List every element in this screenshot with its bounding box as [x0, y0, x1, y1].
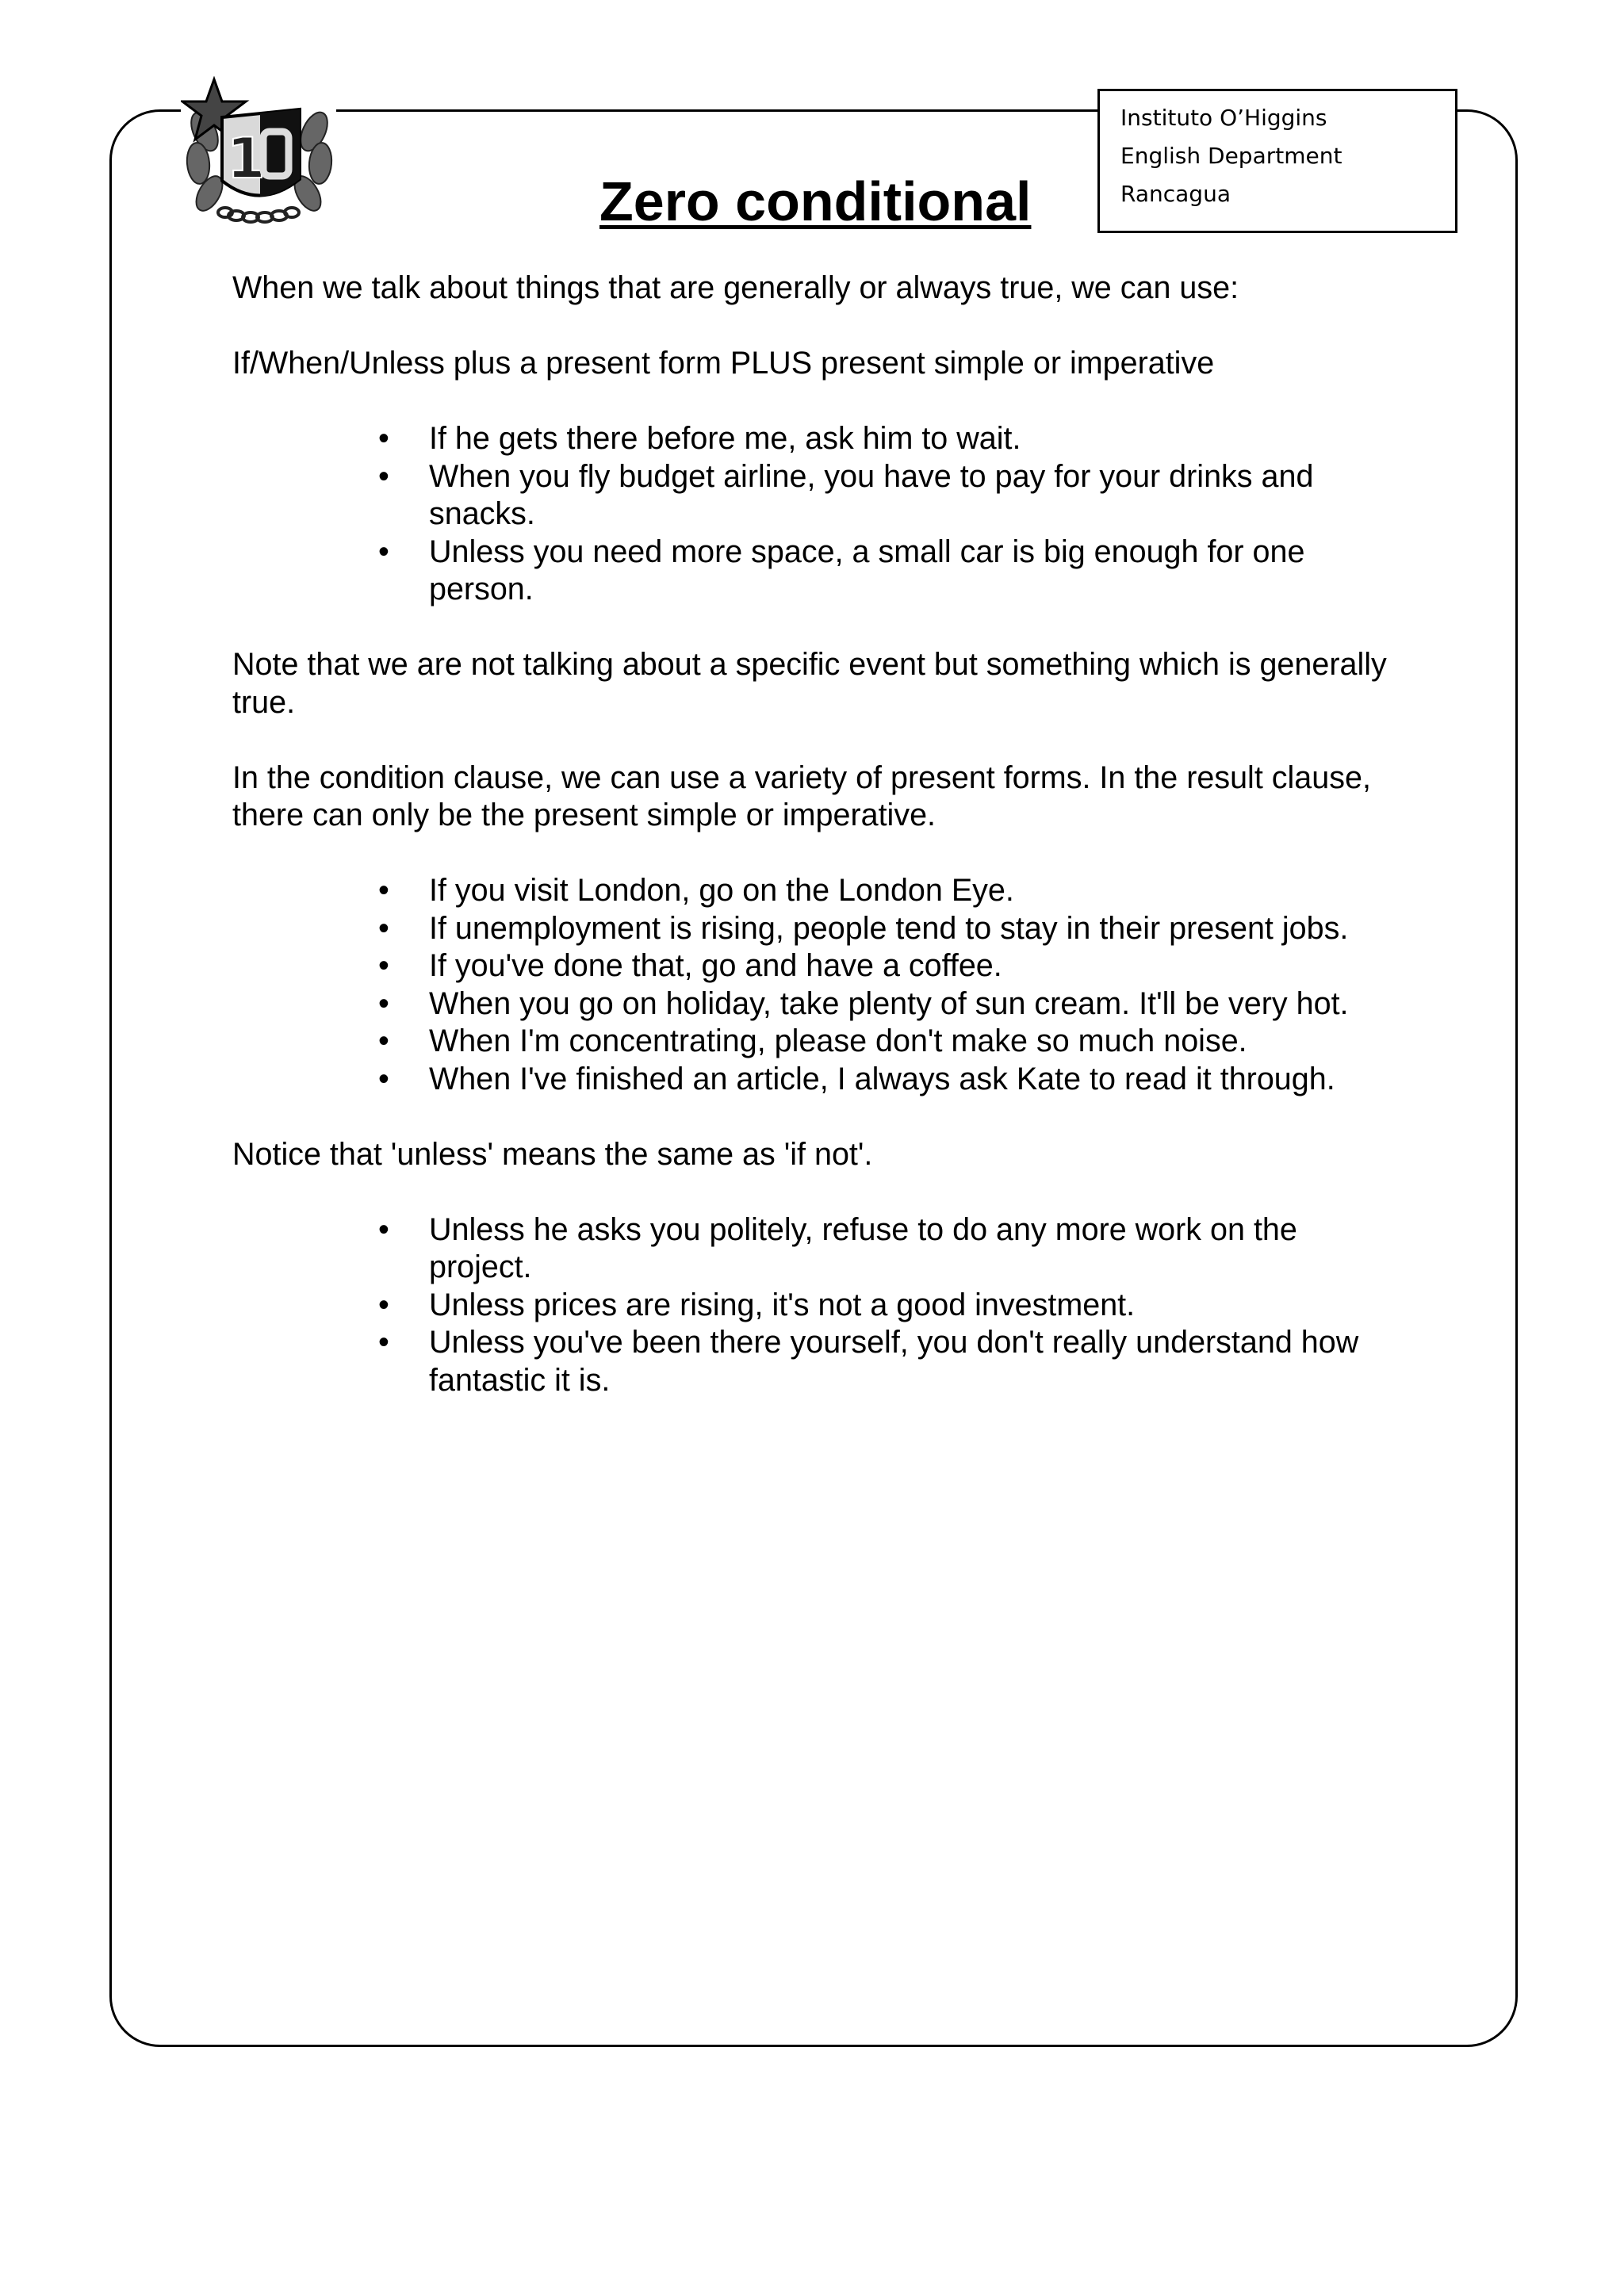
list-item: • If you visit London, go on the London Eye.: [232, 872, 1476, 910]
list-item: • When you go on holiday, take plenty of sun cream. It'll be very hot.: [232, 985, 1476, 1024]
bullet-icon: •: [378, 1024, 389, 1058]
bullet-icon: •: [378, 985, 389, 1021]
list-item: • When you fly budget airline, you have to pay for your drinks and snacks.: [378, 458, 1314, 531]
list-item: • If he gets there before me, ask him to wait.: [232, 420, 1388, 458]
examples-list-2: [232, 872, 1422, 1098]
list-item: • Unless prices are rising, it's not a good investment.: [232, 1287, 1388, 1325]
structure-paragraph: If/When/Unless plus a present form PLUS present simple or imperative: [232, 346, 1215, 381]
crest-icon: [181, 76, 336, 227]
bullet-icon: •: [378, 1287, 389, 1322]
examples-list-3: [232, 1211, 1422, 1400]
bullet-icon: •: [378, 1211, 389, 1247]
document-body: [232, 270, 1422, 1437]
bullet-icon: •: [378, 421, 389, 456]
bullet-icon: •: [378, 534, 389, 569]
list-item: • Unless you've been there yourself, you don't really understand how fantastic it is.: [378, 1325, 1359, 1398]
note-paragraph-2: In the condition clause, we can use a variety of present forms. In the result clause, there can only be the present simple or imperative.: [232, 760, 1371, 832]
examples-list-1: [232, 420, 1422, 609]
page-title: Zero conditional: [599, 170, 1032, 232]
note-paragraph-3: Notice that 'unless' means the same as 'if not'.: [232, 1136, 873, 1172]
city-name: Rancagua: [1120, 181, 1231, 207]
department-name: English Department: [1120, 143, 1342, 169]
institution-info-box: [1097, 89, 1457, 233]
note-paragraph-1: Note that we are not talking about a specific event but something which is generally true.: [232, 647, 1387, 720]
institute-crest-logo: [181, 76, 336, 227]
bullet-icon: •: [378, 910, 389, 946]
bullet-icon: •: [378, 458, 389, 494]
svg-text:1: 1: [227, 126, 266, 191]
bullet-icon: •: [378, 873, 389, 908]
institution-name: Instituto O’Higgins: [1120, 105, 1327, 131]
bullet-icon: •: [378, 948, 389, 983]
bullet-icon: •: [378, 1061, 389, 1096]
list-item: • If you've done that, go and have a coffee.: [232, 947, 1476, 985]
list-item: • Unless you need more space, a small car is big enough for one person.: [378, 534, 1305, 607]
intro-paragraph: When we talk about things that are generally or always true, we can use:: [232, 270, 1239, 305]
list-item: • If unemployment is rising, people tend to stay in their present jobs.: [232, 910, 1476, 948]
bullet-icon: •: [378, 1325, 389, 1360]
list-item: • When I've finished an article, I always ask Kate to read it through.: [232, 1061, 1476, 1099]
list-item: • When I'm concentrating, please don't make so much noise.: [232, 1023, 1476, 1061]
list-item: • Unless he asks you politely, refuse to do any more work on the project.: [378, 1211, 1297, 1284]
